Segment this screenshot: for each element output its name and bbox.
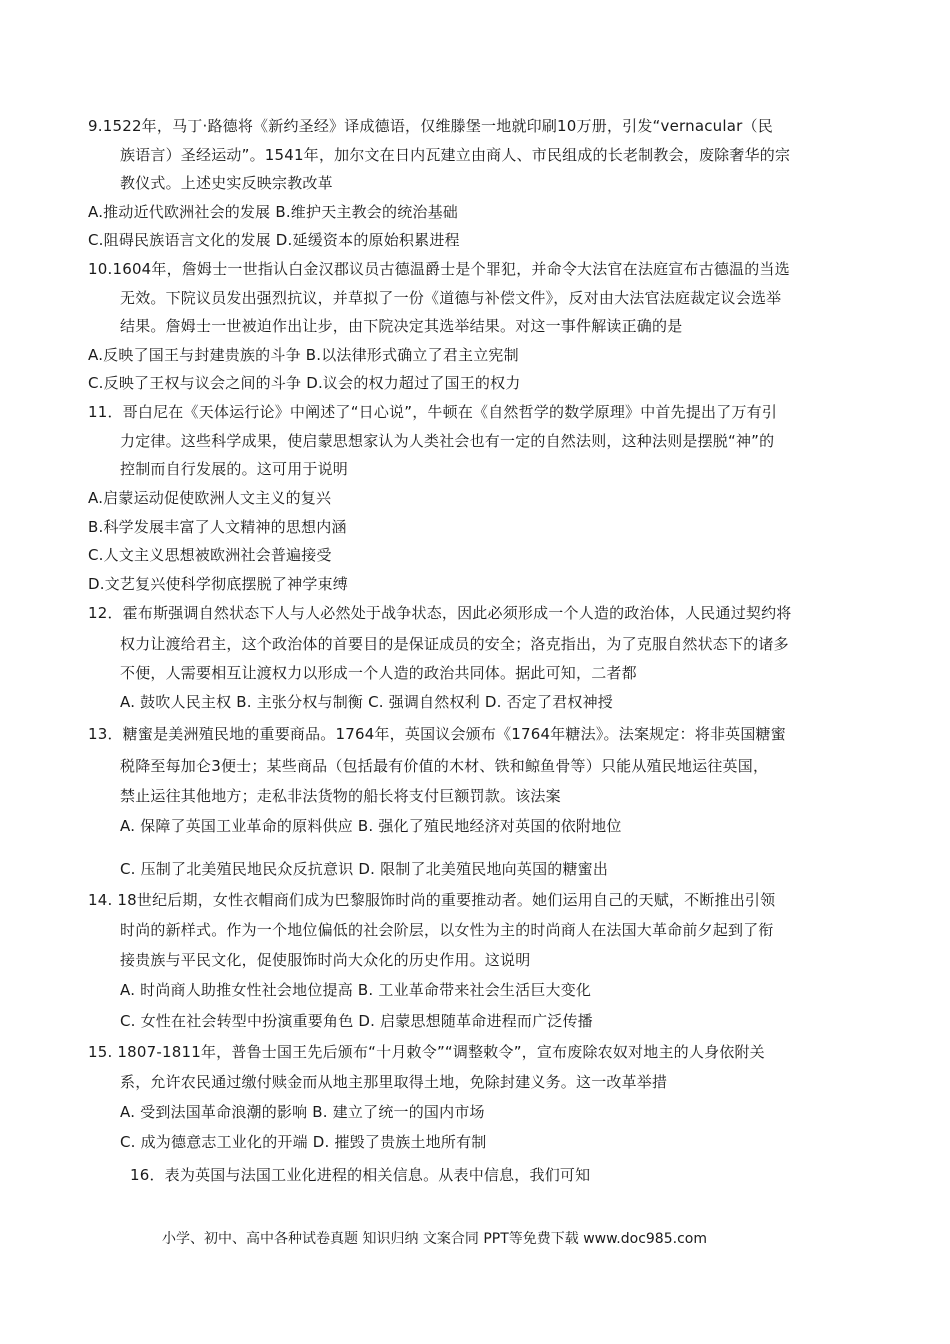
- question-stem-line: 教仪式。上述史实反映宗教改革: [120, 174, 333, 192]
- question-stem-line: 16．表为英国与法国工业化进程的相关信息。从表中信息，我们可知: [130, 1166, 591, 1184]
- question-stem-line: 时尚的新样式。作为一个地位偏低的社会阶层，以女性为主的时尚商人在法国大革命前夕起到了衔: [120, 921, 774, 939]
- answer-option-line: C. 女性在社会转型中扮演重要角色 D. 启蒙思想随革命进程而广泛传播: [120, 1012, 593, 1030]
- answer-option-line: A. 保障了英国工业革命的原料供应 B. 强化了殖民地经济对英国的依附地位: [120, 817, 622, 835]
- page-footer: 小学、初中、高中各种试卷真题 知识归纳 文案合同 PPT等免费下载 www.doc985.com: [162, 1231, 707, 1247]
- answer-option-line: C.反映了王权与议会之间的斗争 D.议会的权力超过了国王的权力: [88, 374, 521, 392]
- question-stem-line: 14. 18世纪后期，女性衣帽商们成为巴黎服饰时尚的重要推动者。她们运用自己的天赋，不断推出引领: [88, 891, 776, 909]
- question-stem-line: 15. 1807-1811年，普鲁士国王先后颁布“十月敕令”“调整敕令”，宣布废除农奴对地主的人身依附关: [88, 1043, 765, 1061]
- answer-option-line: C. 成为德意志工业化的开端 D. 摧毁了贵族土地所有制: [120, 1133, 487, 1151]
- question-stem-line: 13．糖蜜是美洲殖民地的重要商品。1764年，英国议会颁布《1764年糖法》。法案规定：将非英国糖蜜: [88, 725, 786, 743]
- answer-option-line: D.文艺复兴使科学彻底摆脱了神学束缚: [88, 575, 348, 593]
- question-stem-line: 权力让渡给君主，这个政治体的首要目的是保证成员的安全；洛克指出，为了克服自然状态下的诸多: [120, 635, 789, 653]
- question-stem-line: 12．霍布斯强调自然状态下人与人必然处于战争状态，因此必须形成一个人造的政治体，人民通过契约将: [88, 604, 792, 622]
- answer-option-line: A.推动近代欧洲社会的发展 B.维护天主教会的统治基础: [88, 203, 458, 221]
- answer-option-line: C.人文主义思想被欧洲社会普遍接受: [88, 546, 332, 564]
- question-stem-line: 接贵族与平民文化，促使服饰时尚大众化的历史作用。这说明: [120, 951, 531, 969]
- question-stem-line: 10.1604年，詹姆士一世指认白金汉郡议员古德温爵士是个罪犯，并命令大法官在法庭宣布古德温的当选: [88, 260, 790, 278]
- answer-option-line: A. 鼓吹人民主权 B. 主张分权与制衡 C. 强调自然权利 D. 否定了君权神授: [120, 693, 613, 711]
- question-stem-line: 无效。下院议员发出强烈抗议，并草拟了一份《道德与补偿文件》，反对由大法官法庭裁定议会选举: [120, 289, 782, 307]
- question-stem-line: 不便，人需要相互让渡权力以形成一个人造的政治共同体。据此可知，二者都: [120, 664, 637, 682]
- question-stem-line: 11．哥白尼在《天体运行论》中阐述了“日心说”，牛顿在《自然哲学的数学原理》中首先提出了万有引: [88, 403, 778, 421]
- answer-option-line: A.启蒙运动促使欧洲人文主义的复兴: [88, 489, 332, 507]
- question-stem-line: 税降至每加仑3便士；某些商品（包括最有价值的木材、铁和鲸鱼骨等）只能从殖民地运往英国，: [120, 757, 769, 775]
- question-stem-line: 力定律。这些科学成果，使启蒙思想家认为人类社会也有一定的自然法则，这种法则是摆脱“神”的: [120, 432, 775, 450]
- question-stem-line: 族语言）圣经运动”。1541年，加尔文在日内瓦建立由商人、市民组成的长老制教会，废除奢华的宗: [120, 146, 791, 164]
- answer-option-line: A.反映了国王与封建贵族的斗争 B.以法律形式确立了君主立宪制: [88, 346, 519, 364]
- question-stem-line: 系，允许农民通过缴付赎金而从地主那里取得土地，免除封建义务。这一改革举措: [120, 1073, 668, 1091]
- answer-option-line: C.阻碍民族语言文化的发展 D.延缓资本的原始积累进程: [88, 231, 460, 249]
- question-stem-line: 9.1522年，马丁·路德将《新约圣经》译成德语，仅维滕堡一地就印刷10万册，引发“vernacular（民: [88, 117, 773, 135]
- answer-option-line: B.科学发展丰富了人文精神的思想内涵: [88, 518, 347, 536]
- question-stem-line: 禁止运往其他地方；走私非法货物的船长将支付巨额罚款。该法案: [120, 787, 561, 805]
- question-stem-line: 控制而自行发展的。这可用于说明: [120, 460, 349, 478]
- answer-option-line: A. 受到法国革命浪潮的影响 B. 建立了统一的国内市场: [120, 1103, 485, 1121]
- answer-option-line: A. 时尚商人助推女性社会地位提高 B. 工业革命带来社会生活巨大变化: [120, 981, 592, 999]
- answer-option-line: C. 压制了北美殖民地民众反抗意识 D. 限制了北美殖民地向英国的糖蜜出: [120, 860, 609, 878]
- question-stem-line: 结果。詹姆士一世被迫作出让步，由下院决定其选举结果。对这一事件解读正确的是: [120, 317, 683, 335]
